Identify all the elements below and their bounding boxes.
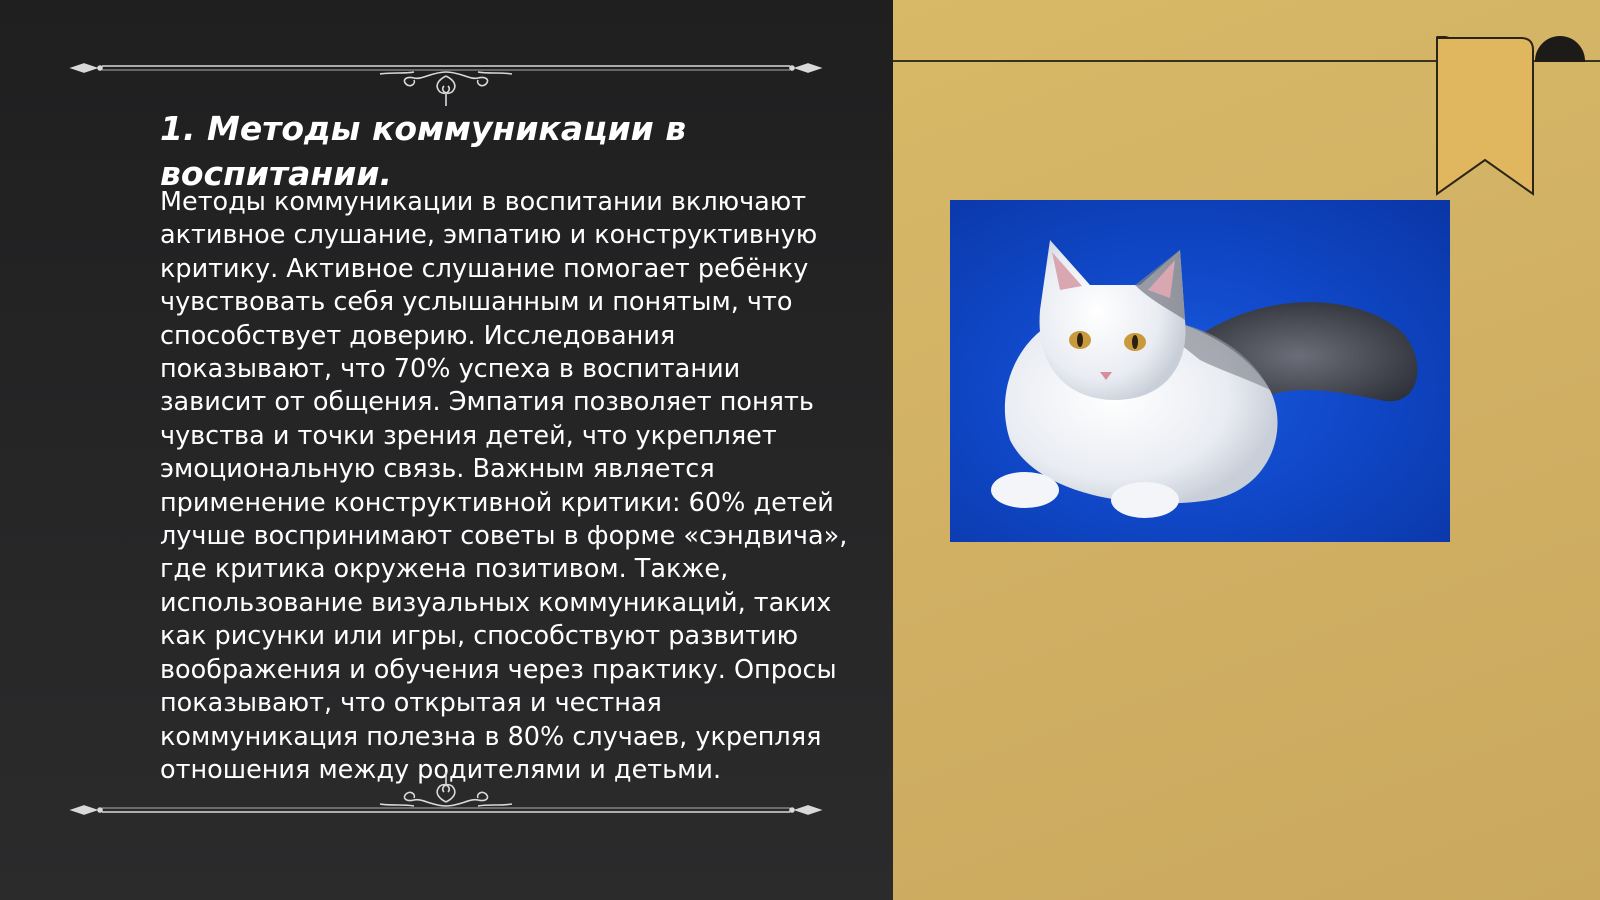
ornament-top-divider — [62, 50, 830, 110]
cat-illustration — [950, 200, 1450, 542]
cat-photo — [950, 200, 1450, 542]
ornament-bottom-divider — [62, 768, 830, 828]
slide-title: 1. Методы коммуникации в воспитании. — [160, 109, 687, 193]
slide-body-text: Методы коммуникации в воспитании включают активное слушание, эмпатию и конструктивную критику. Активное слушание помогает ребёнку чувствовать себя услышанным и понятым, что способствует доверию. Исследования показывают, что 70% успеха в воспитании зависит от общения. Эмпатия позволяет понять чувства и точки зрения детей, что укрепляет эмоциональную связь. Важным является применение конструктивной критики: 60% детей лучше воспринимают советы в форме «сэндвича», где критика окружена позитивом. Также, использование визуальных коммуникаций, таких как рисунки или игры, способствуют развитию воображения и обучения через практику. Опросы показывают, что открытая и честная коммуникация полезна в 80% случаев, укрепляя отношения между родителями и детьми. — [160, 187, 848, 785]
bookmark-ribbon-icon — [1435, 36, 1535, 198]
corner-circle-decoration — [1535, 36, 1585, 62]
